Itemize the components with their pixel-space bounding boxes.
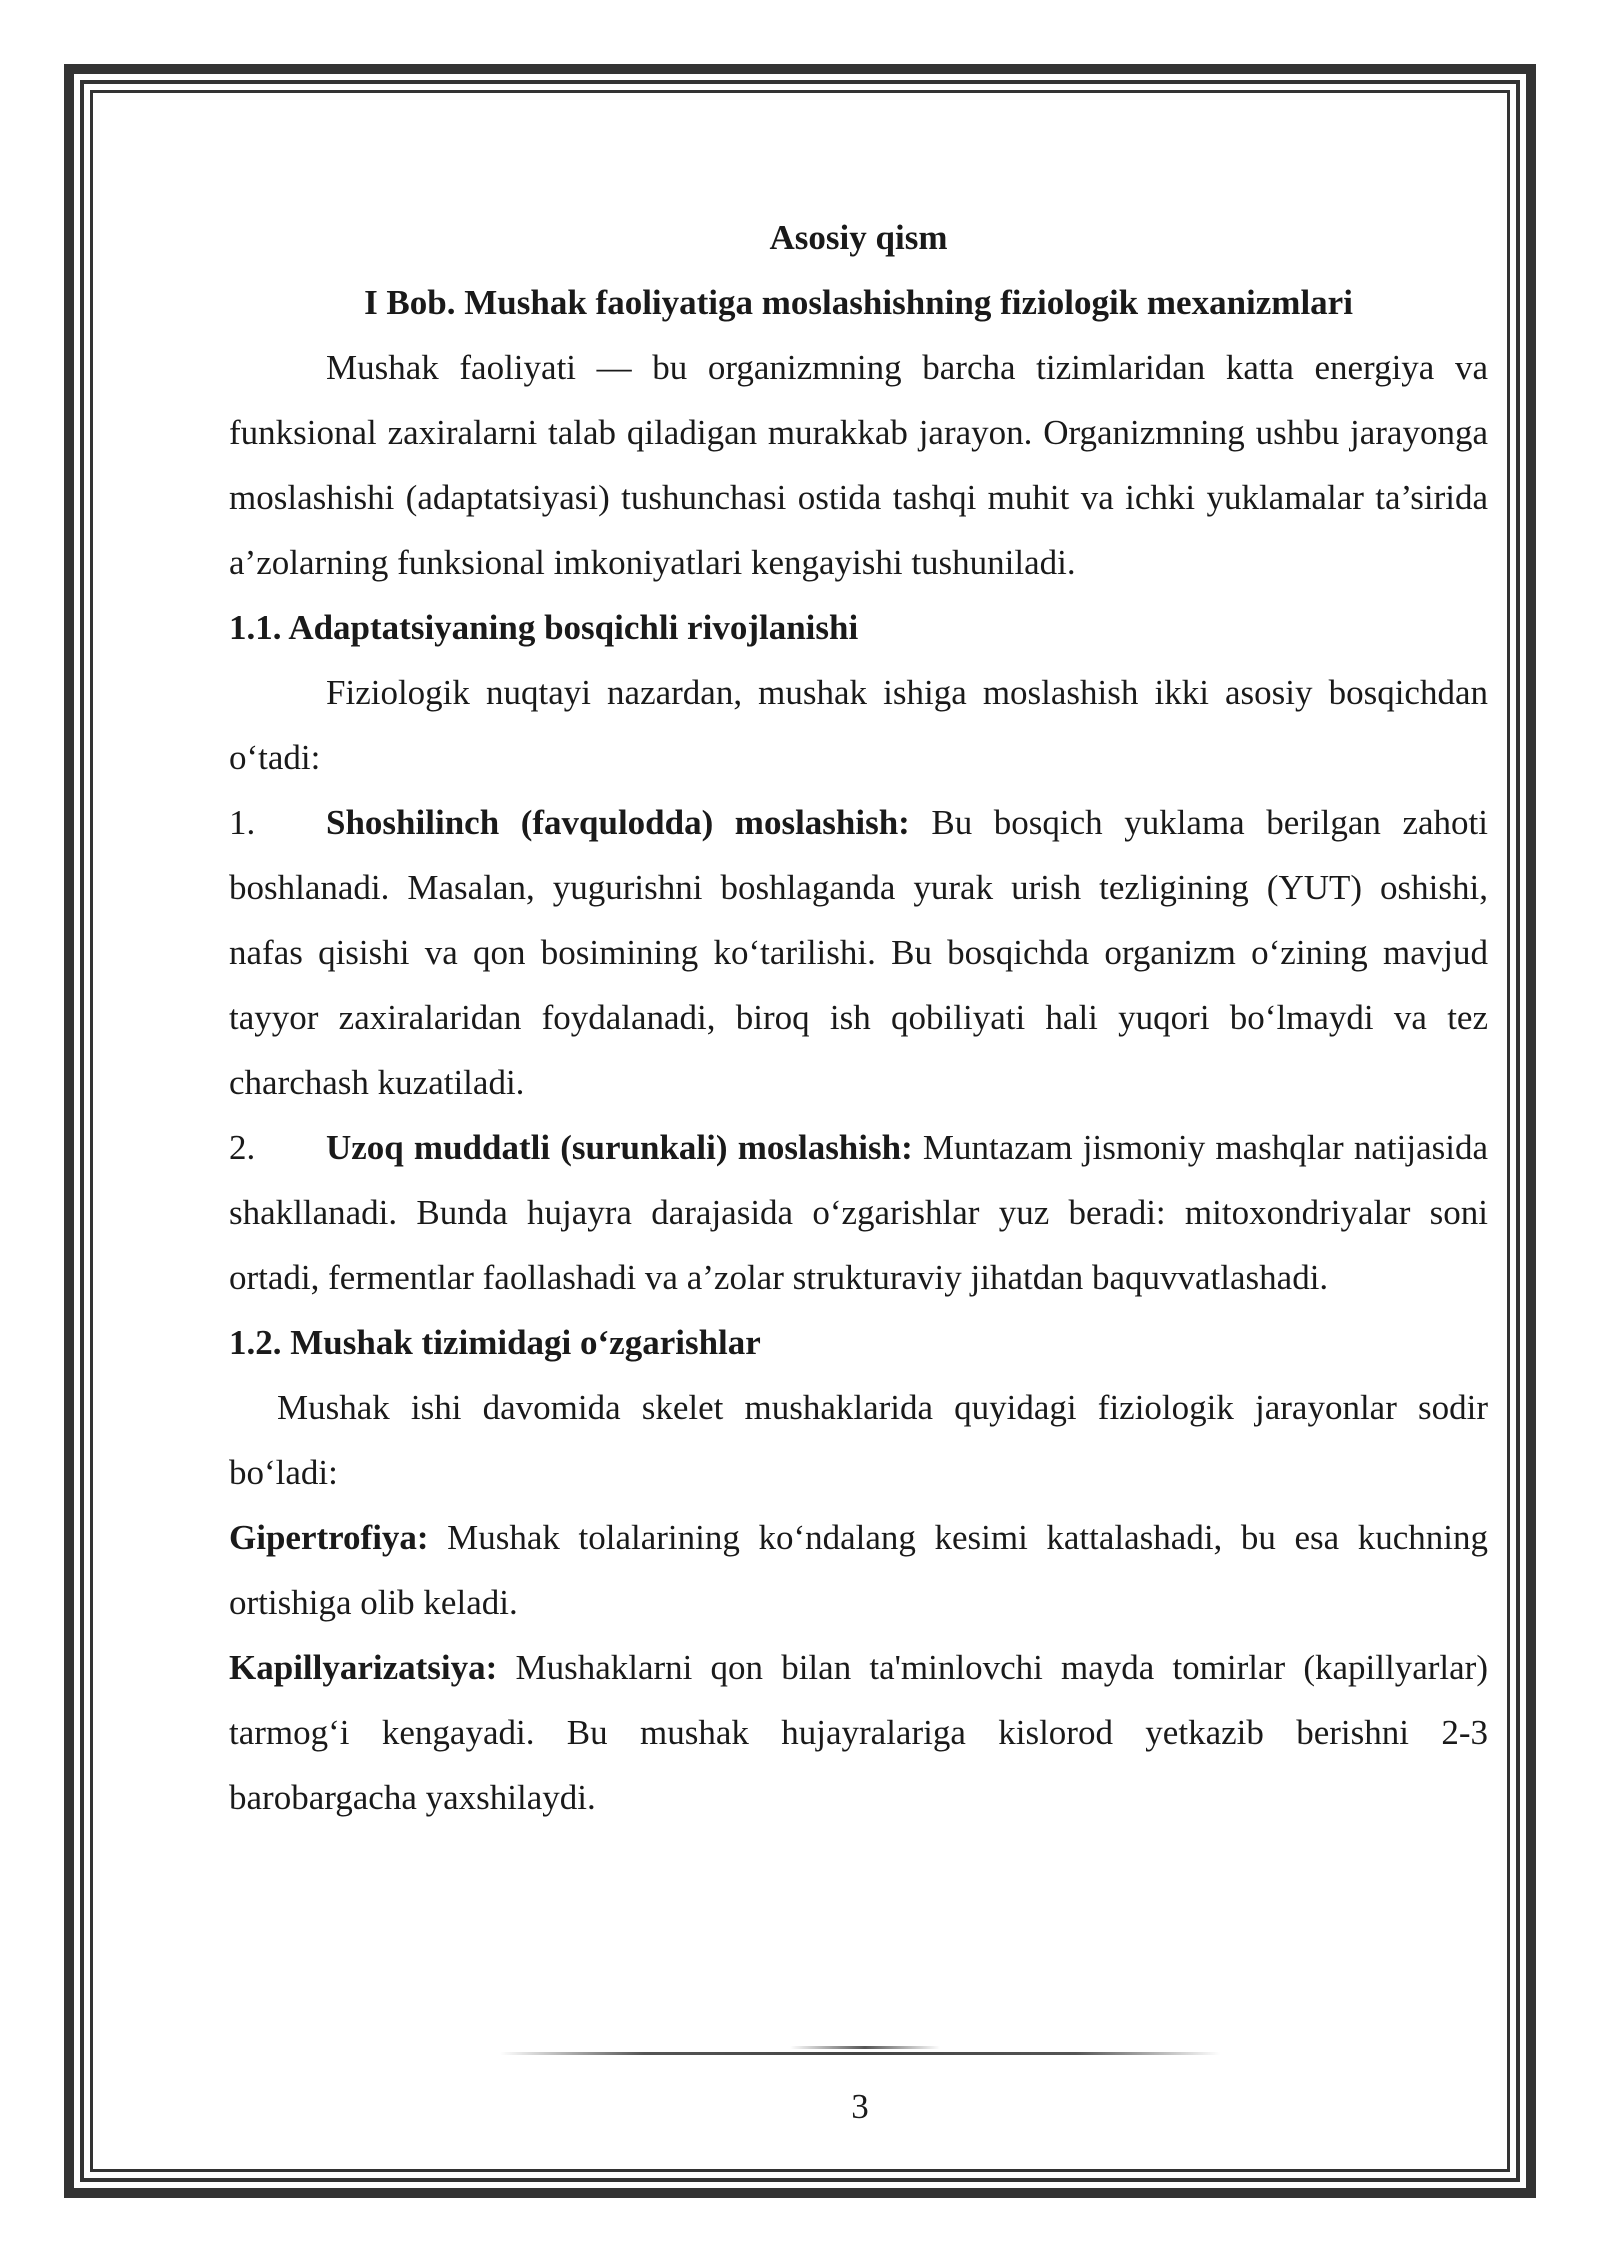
footer-divider [500,2052,1220,2055]
section-title: Asosiy qism [769,218,948,257]
definition-term: Kapillyarizatsiya: [229,1648,498,1687]
subsection-title-1-2: 1.2. Mushak tizimidagi o‘zgarishlar [229,1323,761,1362]
definition-term: Gipertrofiya: [229,1518,429,1557]
list-item-text: Muntazam jismoniy mashqlar natijasida shakllanadi. Bunda hujayra darajasida o‘zgarishlar yuz beradi: mitoxondriyalar soni ortadi, fermentlar faollashadi va a’zolar strukturaviy jihatdan baquvvatlashadi. [229,1128,1488,1297]
definition-text: Mushak tolalarining ko‘ndalang kesimi kattalashadi, bu esa kuchning ortishiga olib keladi. [229,1518,1488,1622]
intro-paragraph: Mushak faoliyati — bu organizmning barcha tizimlaridan katta energiya va funksional zaxiralarni talab qiladigan murakkab jarayon. Organizmning ushbu jarayonga moslashishi (adaptatsiyasi) tushunchasi ostida tashqi muhit va ichki yuklamalar ta’sirida a’zolarning funksional imkoniyatlari kengayishi tushuniladi. [229,348,1488,582]
list-item [229,790,1488,1115]
footer-divider-accent [790,2046,940,2049]
list-item-text: Bu bosqich yuklama berilgan zahoti boshlanadi. Masalan, yugurishni boshlaganda yurak urish tezligining (YUT) oshishi, nafas qisishi va qon bosimining ko‘tarilishi. Bu bosqichda organizm o‘zining mavjud tayyor zaxiralaridan foydalanadi, biroq ish qobiliyati hali yuqori bo‘lmaydi va tez charchash kuzatiladi. [229,803,1488,1102]
subsection-title-1-1: 1.1. Adaptatsiyaning bosqichli rivojlanishi [229,608,859,647]
definition-item [229,1635,1488,1830]
chapter-title: I Bob. Mushak faoliyatiga moslashishning fiziologik mexanizmlari [364,283,1353,322]
list-item-term: Shoshilinch (favqulodda) moslashish: [326,803,910,842]
subsection-2-paragraph: Mushak ishi davomida skelet mushaklarida quyidagi fiziologik jarayonlar sodir bo‘ladi: [229,1388,1488,1492]
definition-item [229,1505,1488,1635]
list-item-term: Uzoq muddatli (surunkali) moslashish: [326,1128,913,1167]
subsection-1-paragraph: Fiziologik nuqtayi nazardan, mushak ishiga moslashish ikki asosiy bosqichdan o‘tadi: [229,673,1488,777]
definition-text: Mushaklarni qon bilan ta'minlovchi mayda tomirlar (kapillyarlar) tarmog‘i kengayadi. Bu mushak hujayralariga kislorod yetkazib berishni 2-3 barobargacha yaxshilaydi. [229,1648,1488,1817]
page-number: 3 [851,2087,869,2126]
list-item-number: 1. [229,803,256,842]
list-item [229,1115,1488,1310]
document-body [229,205,1488,1830]
list-item-number: 2. [229,1128,256,1167]
